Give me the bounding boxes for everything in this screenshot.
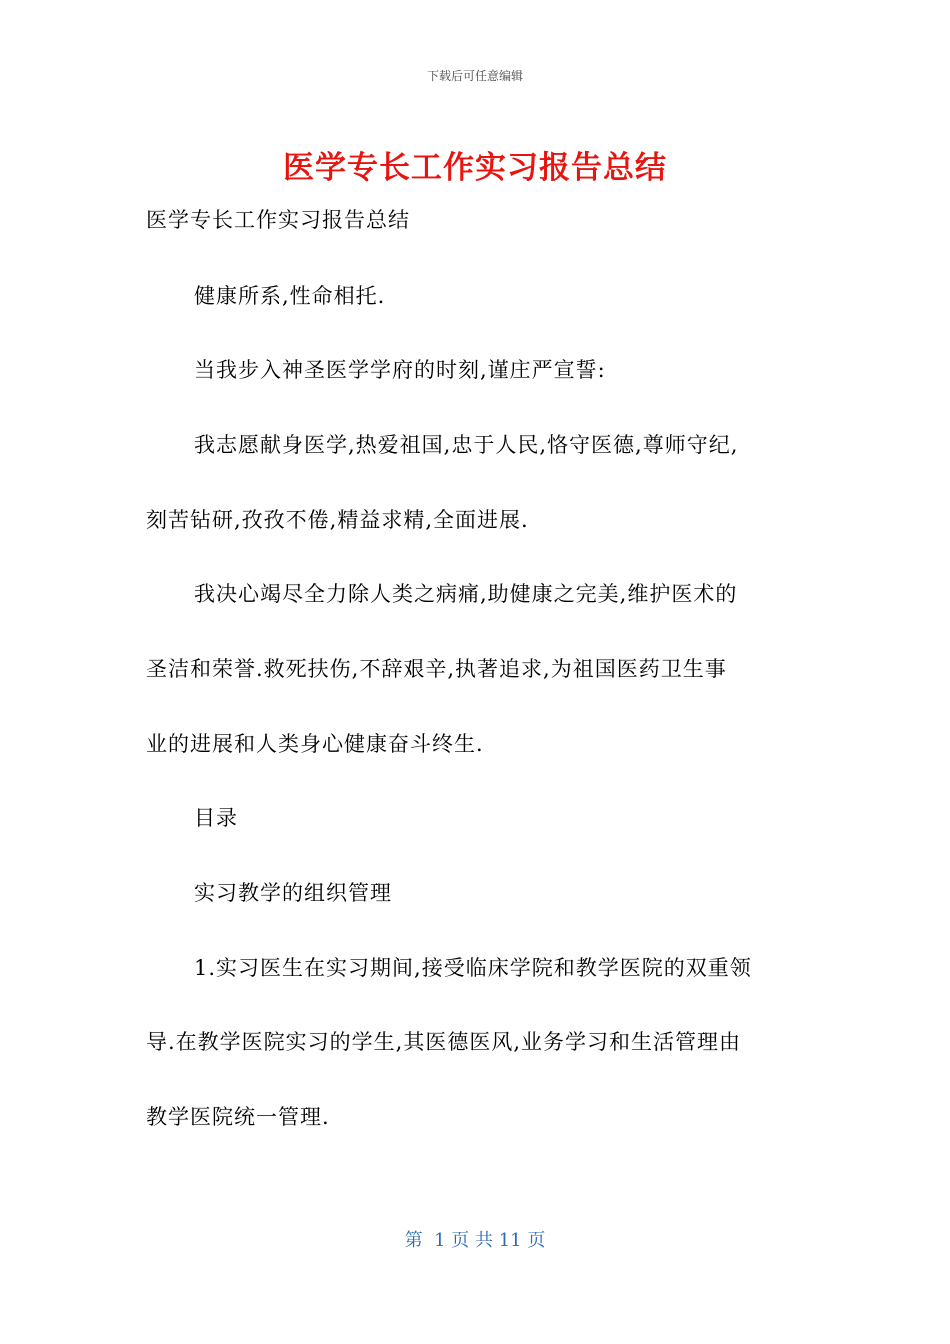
paragraph-line: 导.在教学医院实习的学生,其医德医风,业务学习和生活管理由 xyxy=(146,1030,742,1054)
paragraph-line: 教学医院统一管理. xyxy=(146,1105,330,1129)
document-subtitle: 医学专长工作实习报告总结 xyxy=(146,208,410,232)
paragraph-line: 刻苦钻研,孜孜不倦,精益求精,全面进展. xyxy=(146,508,529,532)
paragraph-line: 圣洁和荣誉.救死扶伤,不辞艰辛,执著追求,为祖国医药卫生事 xyxy=(146,657,727,681)
page-number-footer: 第 1 页 共 11 页 xyxy=(404,1230,546,1251)
section-heading: 实习教学的组织管理 xyxy=(194,881,392,905)
toc-heading: 目录 xyxy=(194,806,238,830)
paragraph-line: 健康所系,性命相托. xyxy=(194,284,386,308)
paragraph-line: 我志愿献身医学,热爱祖国,忠于人民,恪守医德,尊师守纪, xyxy=(194,433,739,457)
paragraph-line: 我决心竭尽全力除人类之病痛,助健康之完美,维护医术的 xyxy=(194,582,738,606)
paragraph-line: 当我步入神圣医学学府的时刻,谨庄严宣誓: xyxy=(194,358,606,382)
paragraph-line: 业的进展和人类身心健康奋斗终生. xyxy=(146,732,484,756)
page-header: 下载后可任意编辑 xyxy=(426,69,523,83)
paragraph-line: 1.实习医生在实习期间,接受临床学院和教学医院的双重领 xyxy=(194,956,752,980)
document-title: 医学专长工作实习报告总结 xyxy=(283,150,667,186)
